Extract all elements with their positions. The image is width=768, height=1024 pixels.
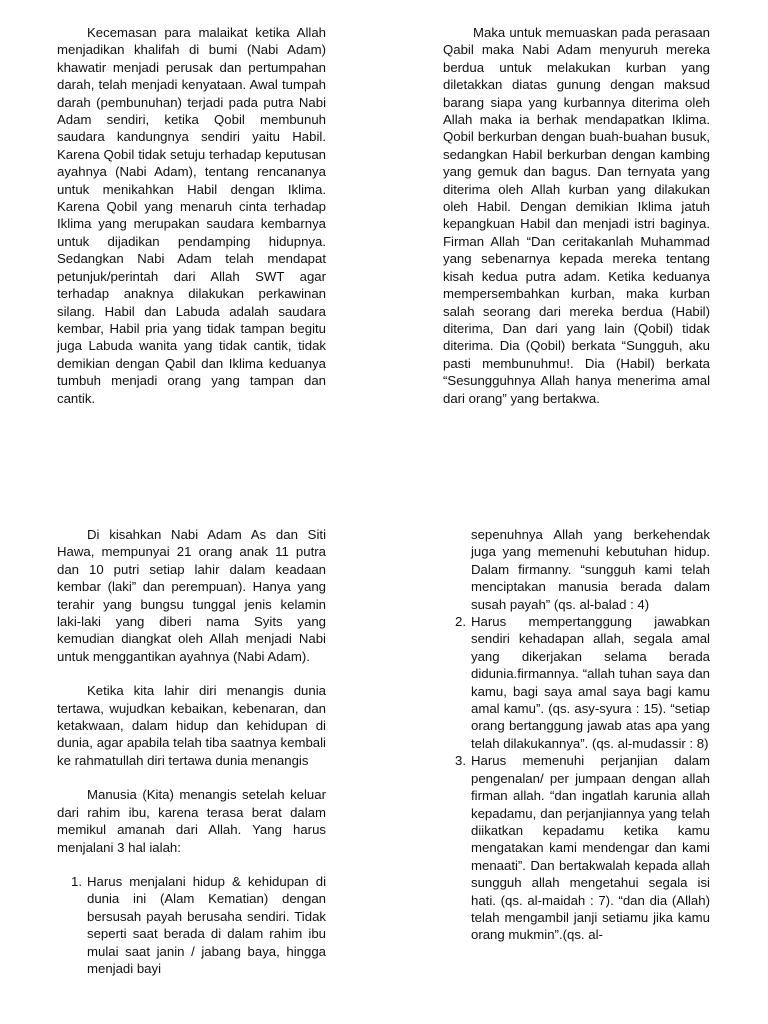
list-item-text: Harus menjalani hidup & kehidupan di dunia ini (Alam Kematian) dengan bersusah payah berusaha sendiri. Tidak seperti saat berada di dalam rahim ibu mulai saat janin / jabang baya, hingga menjadi bayi xyxy=(87,873,326,976)
paragraph: Ketika kita lahir diri menangis dunia tertawa, wujudkan kebaikan, kebenaran, dan ketakwaan, dalam hidup dan kehidupan di dunia, agar apabila telah tiba saatnya kembali ke rahmatullah diri tertawa dunia menangis xyxy=(57,683,326,768)
list-item-text: Harus mempertanggung jawabkan sendiri kehadapan allah, segala amal yang dikerjakan selama berada didunia.firmannya. “allah tuhan saya dan kamu, bagi saya amal saya bagi kamu amal kamu”. (qs. asy-syura : 15). “setiap orang bertanggung jawab atas apa yang telah dilakukannya”. (qs. al-mudassir : 8) xyxy=(471,614,710,751)
numbered-list xyxy=(443,613,710,944)
list-continuation: sepenuhnya Allah yang berkehendak juga yang memenuhi kebutuhan hidup. Dalam firmanny. “sungguh kami telah menciptakan manusia berada dalam susah payah” (qs. al-balad : 4) xyxy=(471,527,710,612)
list-item xyxy=(455,613,710,752)
list-item xyxy=(71,873,326,977)
list-item-text: Harus memenuhi perjanjian dalam pengenalan/ per jumpaan dengan allah firman allah. “dan ingatlah karunia allah kepadamu, dan perjanjiannya yang telah diikatkan kepadamu ketika kamu mengatakan kami mendengar dan kami menaati”. Dan bertakwalah kepada allah sungguh allah mengetahui segala isi hati. (qs. al-maidah : 7). “dan dia (Allah) telah mengambil janji setiamu jika kamu orang mukmin”.(qs. al- xyxy=(471,753,710,943)
paragraph: Kecemasan para malaikat ketika Allah menjadikan khalifah di bumi (Nabi Adam) khawatir menjadi perusak dan pertumpahan darah, telah menjadi kenyataan. Awal tumpah darah (pembunuhan) terjadi pada putra Nabi Adam sendiri, ketika Qobil membunuh saudara kandungnya sendiri yaitu Habil. Karena Qobil tidak setuju terhadap keputusan ayahnya (Nabi Adam), tentang rencananya untuk menikahkan Habil dengan Iklima. Karena Qobil yang menaruh cinta terhadap Iklima yang merupakan saudara kembarnya untuk dijadikan pendamping hidupnya. Sedangkan Nabi Adam telah mendapat petunjuk/perintah dari Allah SWT agar terhadap anaknya dilakukan perkawinan silang. Habil dan Labuda adalah saudara kembar, Habil pria yang tidak tampan begitu juga Labuda wanita yang tidak cantik, tidak demikian dengan Qabil dan Iklima keduanya tumbuh menjadi orang yang tampan dan cantik. xyxy=(57,25,326,406)
numbered-list xyxy=(57,873,326,977)
top-left-column xyxy=(57,24,326,407)
paragraph: Manusia (Kita) menangis setelah keluar dari rahim ibu, karena terasa berat dalam memikul amanah dari Allah. Yang harus menjalani 3 hal ialah: xyxy=(57,787,326,855)
list-number: 3. xyxy=(455,753,466,769)
top-right-column xyxy=(443,24,710,407)
list-item xyxy=(455,752,710,943)
bottom-right-column xyxy=(443,526,710,944)
bottom-left-column xyxy=(57,526,326,977)
paragraph: Maka untuk memuaskan pada perasaan Qabil maka Nabi Adam menyuruh mereka berdua untuk melakukan kurban yang diletakkan diatas gunung dengan maksud barang siapa yang kurbannya diterima oleh Allah maka ia berhak mendapatkan Iklima. Qobil berkurban dengan buah-buahan busuk, sedangkan Habil berkurban dengan kambing yang gemuk dan bagus. Dan ternyata yang diterima oleh Allah kurban yang dilakukan oleh Habil. Dengan demikian Iklima jatuh kepangkuan Habil dan menjadi istri baginya. Firman Allah “Dan ceritakanlah Muhammad yang sebenarnya kepada mereka tentang kisah kedua putra adam. Ketika keduanya mempersembahkan kurban, maka kurban salah seorang dari mereka berdua (Habil) diterima, Dan dari yang lain (Qobil) tidak diterima. Dia (Qobil) berkata “Sungguh, aku pasti membunuhmu!. Dia (Habil) berkata “Sesungguhnya Allah hanya menerima amal dari orang” yang bertakwa. xyxy=(443,25,710,406)
list-number: 1. xyxy=(71,873,82,889)
list-number: 2. xyxy=(455,614,466,630)
paragraph: Di kisahkan Nabi Adam As dan Siti Hawa, mempunyai 21 orang anak 11 putra dan 10 putri setiap lahir dalam keadaan kembar (laki” dan perempuan). Hanya yang terahir yang bungsu tunggal jenis kelamin laki-laki yang diberi nama Syits yang kemudian diangkat oleh Allah menjadi Nabi untuk menggantikan ayahnya (Nabi Adam). xyxy=(57,527,326,664)
